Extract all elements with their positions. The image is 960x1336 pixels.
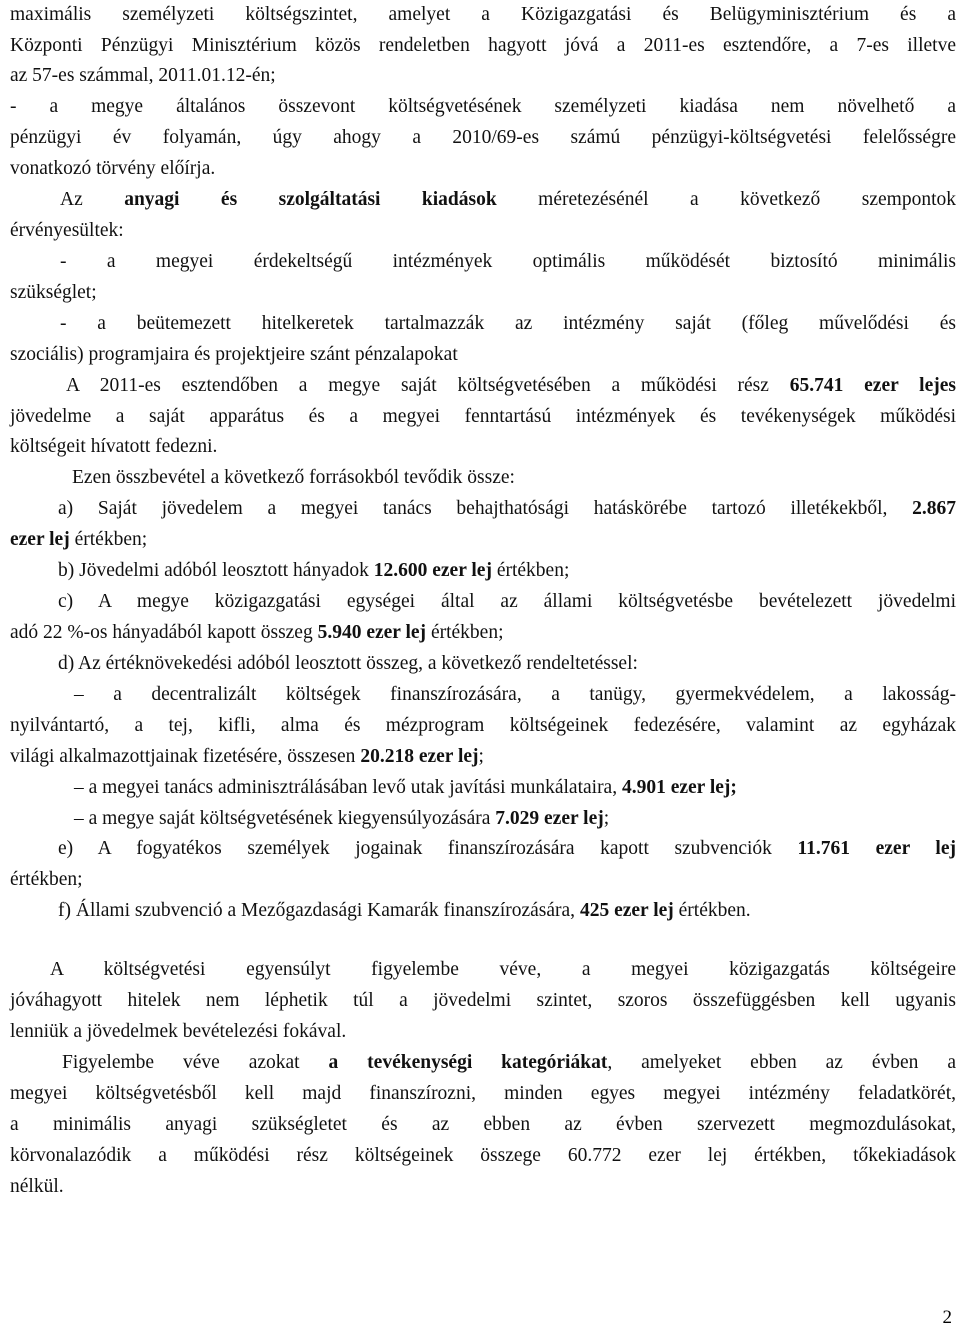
bold-text: 7.029 ezer lej — [495, 808, 604, 829]
text-line — [10, 34, 956, 58]
text-span: - a megye általános összevont költségvetésének személyzeti kiadása nem növelhető a — [10, 96, 956, 117]
text-line — [62, 1051, 956, 1075]
text-span: a minimális anyagi szükségletet és az ebben az évben szervezett megmozdulásokat, — [10, 1114, 956, 1135]
text-span: nyilvántartó, a tej, kifli, alma és mézprogram költségeinek fedezésére, valamint az egyházak — [10, 715, 956, 736]
text-line — [66, 374, 956, 398]
text-line — [58, 652, 956, 676]
text-line — [10, 714, 956, 738]
bold-text: anyagi és szolgáltatási kiadások — [124, 189, 497, 210]
text-line — [60, 188, 956, 212]
text-span: értékben; — [69, 529, 148, 550]
text-line — [10, 1144, 956, 1168]
text-span: maximális személyzeti költségszintet, amelyet a Közigazgatási és Belügyminisztérium és a — [10, 4, 956, 25]
text-span: – a megye saját költségvetésének kiegyensúlyozására — [74, 808, 496, 829]
text-line — [10, 343, 956, 367]
text-span: c) A megye közigazgatási egységei által az állami költségvetésbe bevételezett jövedelmi — [58, 591, 956, 612]
text-line — [58, 590, 956, 614]
text-span: értékben; — [491, 560, 570, 581]
text-span: – a decentralizált költségek finanszírozására, a tanügy, gyermekvédelem, a lakosság- — [74, 684, 956, 705]
bold-text: 4.901 ezer lej; — [621, 777, 737, 798]
text-line — [74, 683, 956, 707]
text-span: érvényesültek: — [10, 220, 124, 241]
text-span: jövedelme a saját apparátus és a megyei fenntartású intézmények és tevékenységek működési — [10, 406, 956, 427]
text-line — [50, 958, 956, 982]
text-line — [74, 776, 956, 800]
text-line — [58, 559, 956, 583]
text-span: a) Saját jövedelem a megyei tanács behajthatósági hatáskörébe tartozó illetékekből, — [58, 498, 913, 519]
text-span: értékben; — [426, 622, 504, 643]
page-number: 2 — [942, 1307, 952, 1328]
text-line — [10, 1113, 956, 1137]
text-span: f) Állami szubvenció a Mezőgazdasági Kamarák finanszírozására, — [58, 900, 580, 921]
text-line — [60, 312, 956, 336]
text-span: lenniük a jövedelmek bevételezési fokával. — [10, 1021, 347, 1042]
text-span: Központi Pénzügyi Minisztérium közös rendeletben hagyott jóvá a 2011-es esztendőre, a 7-es illetve — [10, 35, 956, 56]
text-line — [10, 621, 956, 645]
text-line — [10, 435, 956, 459]
text-span: ; — [478, 746, 484, 767]
text-span: költségeit hívatott fedezni. — [10, 436, 218, 457]
bold-text: 2.867 — [912, 498, 956, 519]
text-span: d) Az értéknövekedési adóból leosztott összeg, a következő rendeltetéssel: — [58, 653, 638, 674]
text-span: méretezésénél a következő szempontok — [496, 189, 956, 210]
text-line — [10, 3, 956, 27]
text-span: - a megyei érdekeltségű intézmények optimális működését biztosító minimális — [60, 251, 956, 272]
text-span: értékben. — [673, 900, 751, 921]
text-span: b) Jövedelmi adóból leosztott hányadok — [58, 560, 374, 581]
text-span: Ezen összbevétel a következő forrásokból tevődik össze: — [72, 467, 515, 488]
text-span: A 2011-es esztendőben a megye saját költségvetésében a működési rész — [66, 375, 790, 396]
text-span: - a beütemezett hitelkeretek tartalmazzák az intézmény saját (főleg művelődési és — [60, 313, 956, 334]
text-line — [58, 837, 956, 861]
text-line — [72, 466, 956, 490]
text-line — [10, 64, 956, 88]
text-span: jóváhagyott hitelek nem léphetik túl a jövedelmi szintet, szoros összefüggésben kell ugyanis — [10, 990, 956, 1011]
text-line — [74, 807, 956, 831]
text-line — [58, 899, 956, 923]
text-line — [10, 219, 956, 243]
text-line — [10, 281, 956, 305]
text-line — [10, 868, 956, 892]
bold-text: 12.600 ezer lej — [373, 560, 492, 581]
text-span: pénzügyi év folyamán, úgy ahogy a 2010/69-es számú pénzügyi-költségvetési felelősségre — [10, 127, 956, 148]
bold-text: 65.741 ezer lejes — [789, 375, 956, 396]
bold-text: ezer lej — [10, 529, 70, 550]
text-line — [10, 405, 956, 429]
text-span: adó 22 %-os hányadából kapott összeg — [10, 622, 318, 643]
bold-text: 11.761 ezer lej — [797, 838, 956, 859]
text-span: szükséglet; — [10, 282, 97, 303]
text-span: értékben; — [10, 869, 83, 890]
bold-text: a tevékenységi kategóriákat — [328, 1052, 608, 1073]
text-span: vonatkozó törvény előírja. — [10, 158, 216, 179]
text-span: e) A fogyatékos személyek jogainak finanszírozására kapott szubvenciók — [58, 838, 798, 859]
text-line — [60, 250, 956, 274]
text-line — [58, 497, 956, 521]
bold-text: 5.940 ezer lej — [317, 622, 427, 643]
text-line — [10, 745, 956, 769]
text-span: – a megyei tanács adminisztrálásában levő utak javítási munkálataira, — [74, 777, 622, 798]
text-span: megyei költségvetésből kell majd finanszírozni, minden egyes megyei intézmény feladatkörét, — [10, 1083, 956, 1104]
text-line — [10, 1082, 956, 1106]
bold-text: 20.218 ezer lej — [360, 746, 479, 767]
text-span: Figyelembe véve azokat — [62, 1052, 329, 1073]
text-line — [10, 528, 956, 552]
text-line — [10, 157, 956, 181]
text-span: nélkül. — [10, 1176, 64, 1197]
text-span: körvonalazódik a működési rész költségeinek összege 60.772 ezer lej értékben, tőkekiadások — [10, 1145, 956, 1166]
text-line — [10, 989, 956, 1013]
text-line — [10, 1020, 956, 1044]
text-span: A költségvetési egyensúlyt figyelembe véve, a megyei közigazgatás költségeire — [50, 959, 956, 980]
text-span: ; — [603, 808, 610, 829]
bold-text: 425 ezer lej — [579, 900, 674, 921]
text-span: világi alkalmazottjainak fizetésére, összesen — [10, 746, 361, 767]
text-span: , amelyeket ebben az évben a — [607, 1052, 956, 1073]
text-line — [10, 1175, 956, 1199]
text-line — [10, 126, 956, 150]
text-line — [10, 95, 956, 119]
text-span: szociális) programjaira és projektjeire szánt pénzalapokat — [10, 344, 458, 365]
text-span: az 57-es számmal, 2011.01.12-én; — [10, 65, 276, 86]
text-span: Az — [60, 189, 125, 210]
